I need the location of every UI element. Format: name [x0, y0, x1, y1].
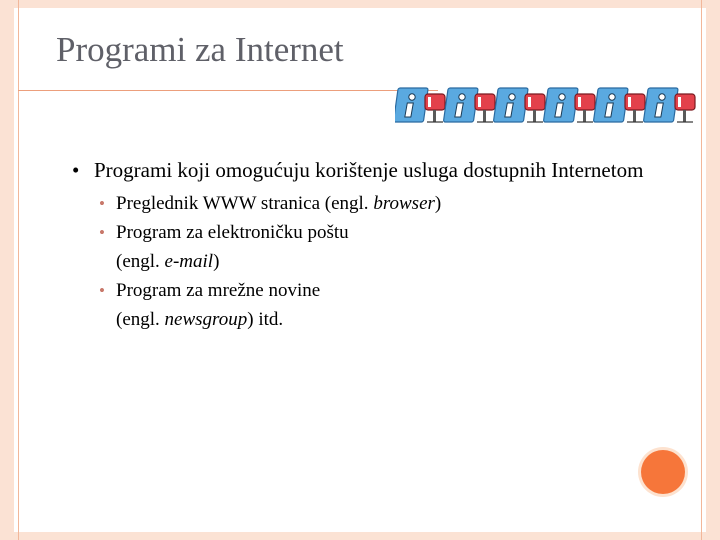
sub-bullet-text: Program za mrežne novine — [116, 280, 321, 301]
info-icon — [543, 88, 578, 122]
sub-bullet-engl: (engl. — [116, 309, 165, 330]
slide-content — [72, 156, 672, 334]
info-mailbox-strip — [395, 82, 700, 132]
icon-strip-svg — [395, 82, 700, 132]
mailbox-icon — [425, 94, 445, 122]
sub-bullet-term: e-mail — [164, 251, 214, 272]
info-icon — [395, 88, 428, 122]
sub-bullet-dot: • — [99, 223, 105, 242]
sub-bullet-browser — [72, 189, 672, 218]
bullet-main — [72, 156, 672, 185]
slide-title: Programi za Internet — [56, 30, 344, 69]
mailbox-icon — [575, 94, 595, 122]
title-underline — [18, 90, 438, 91]
sub-bullet-text: Program za elektroničku poštu — [116, 222, 349, 243]
sub-bullet-dot: • — [99, 194, 105, 213]
bullet-dot: • — [72, 158, 80, 182]
info-icon — [493, 88, 528, 122]
sub-bullet-email — [72, 218, 672, 276]
mailbox-icon — [475, 94, 495, 122]
info-icon — [593, 88, 628, 122]
mailbox-icon — [525, 94, 545, 122]
sub-bullet-term: newsgroup — [164, 309, 248, 330]
sub-bullet-close: ) — [213, 251, 220, 272]
sub-bullet-newsgroup — [72, 276, 672, 334]
mailbox-icon — [625, 94, 645, 122]
sub-bullet-text: Preglednik WWW stranica (engl. — [116, 193, 374, 214]
info-icon — [443, 88, 478, 122]
mailbox-icon — [675, 94, 695, 122]
sub-bullet-term: browser — [373, 193, 435, 214]
sub-bullet-close: ) — [434, 193, 442, 214]
sub-bullet-engl: (engl. — [116, 251, 165, 272]
bullet-main-text: Programi koji omogućuju korištenje usluga dostupnih Internetom — [94, 158, 644, 182]
sub-bullet-dot: • — [99, 281, 105, 300]
orange-circle-decoration — [641, 450, 685, 494]
info-icon — [643, 88, 678, 122]
sub-bullet-close: ) itd. — [247, 309, 284, 330]
